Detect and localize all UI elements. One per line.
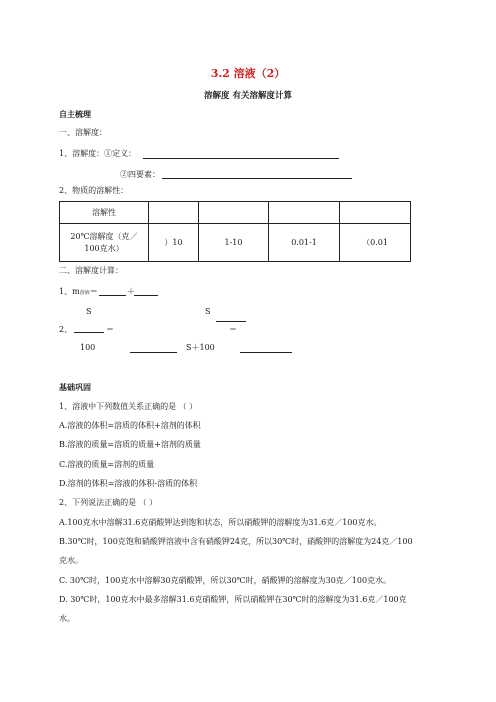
table-cell-empty [149,202,199,224]
question-2-option-d: D. 30℃时，100克水中最多溶解31.6克硝酸钾，所以硝酸钾在30℃时的溶解度为31.6克／100克 [59,595,407,604]
calc2-equals-2: ＝ [229,325,237,334]
solubility-table [59,201,411,262]
section-heading-basic-practice: 基础巩固 [59,382,91,392]
page-subtitle: 溶解度 有关溶解度计算 [204,91,292,101]
calc1-subscript: 溶液 [79,290,90,296]
calc2-equals-1: ＝ [106,325,114,334]
question-2-option-c: C. 30℃时，100克水中溶解30克硝酸钾，所以30℃时，硝酸钾的溶解度为30克／100克水。 [59,576,392,585]
denominator-blank-1 [130,352,177,353]
fraction-numerator-s2: S [205,307,211,316]
calc2-blank [74,332,104,333]
question-1-option-d: D.溶剂的体积=溶液的体积-溶质的体积 [59,479,198,488]
item-four-elements-label: ②四要素： [120,170,160,179]
table-cell-value: （0.01 [340,224,411,262]
question-1-option-a: A.溶液的体积=溶质的体积+溶剂的体积 [59,421,201,430]
table-header-solubility: 溶解性 [60,202,149,224]
calc1-formula [59,287,98,298]
calc1-equals: ＝ [89,287,98,296]
definition-blank [143,158,339,159]
part-solubility-calc: 二、溶解度计算： [59,266,123,275]
calc1-prefix: 1、m [59,287,80,296]
question-1: 1、溶液中下列数值关系正确的是 （ ） [59,402,198,411]
question-2: 2、下列说法正确的是 （ ） [59,498,158,507]
denominator-blank-2 [240,352,292,353]
page-title: 3.2 溶液（2） [210,67,286,80]
question-2-option-b-cont: 克水。 [59,556,83,565]
table-cell-value: ）10 [149,224,199,262]
fraction-bar [216,321,246,322]
calc1-blank-2 [134,295,158,296]
table-cell-empty [340,202,411,224]
question-1-option-c: C.溶液的质量=溶剂的质量 [59,460,155,469]
fraction-numerator-s1: S [86,307,92,316]
table-cell-value: 1-10 [199,224,269,262]
part-solubility: 一、溶解度： [59,128,107,137]
question-2-option-b: B.30℃时，100克饱和硝酸钾溶液中含有硝酸钾24克，所以30℃时，硝酸钾的溶解度为24克／100 [59,537,413,546]
question-2-option-d-cont: 水。 [59,614,75,623]
four-elements-blank [162,178,352,179]
table-header-solubility-value: 20℃溶解度（克／100克水） [60,224,149,262]
section-heading-self-review: 自主梳理 [59,109,91,119]
table-cell-value: 0.01-1 [269,224,340,262]
table-cell-empty [269,202,340,224]
table-cell-empty [199,202,269,224]
fraction-denominator-s-plus-100: S＋100 [186,343,215,352]
fraction-denominator-100: 100 [80,343,96,352]
calc1-plus: ＋ [127,287,135,296]
calc1-blank-1 [99,295,126,296]
question-2-option-a: A.100克水中溶解31.6克硝酸钾达到饱和状态，所以硝酸钾的溶解度为31.6克／100克水。 [59,518,382,527]
calc2-prefix: 2、 [59,325,73,334]
item-definition-label: 1、溶解度：①定义： [59,149,137,158]
item-solubility-class-label: 2、物质的溶解性： [59,186,129,195]
question-1-option-b: B.溶液的质量=溶质的质量+溶剂的质量 [59,440,201,449]
